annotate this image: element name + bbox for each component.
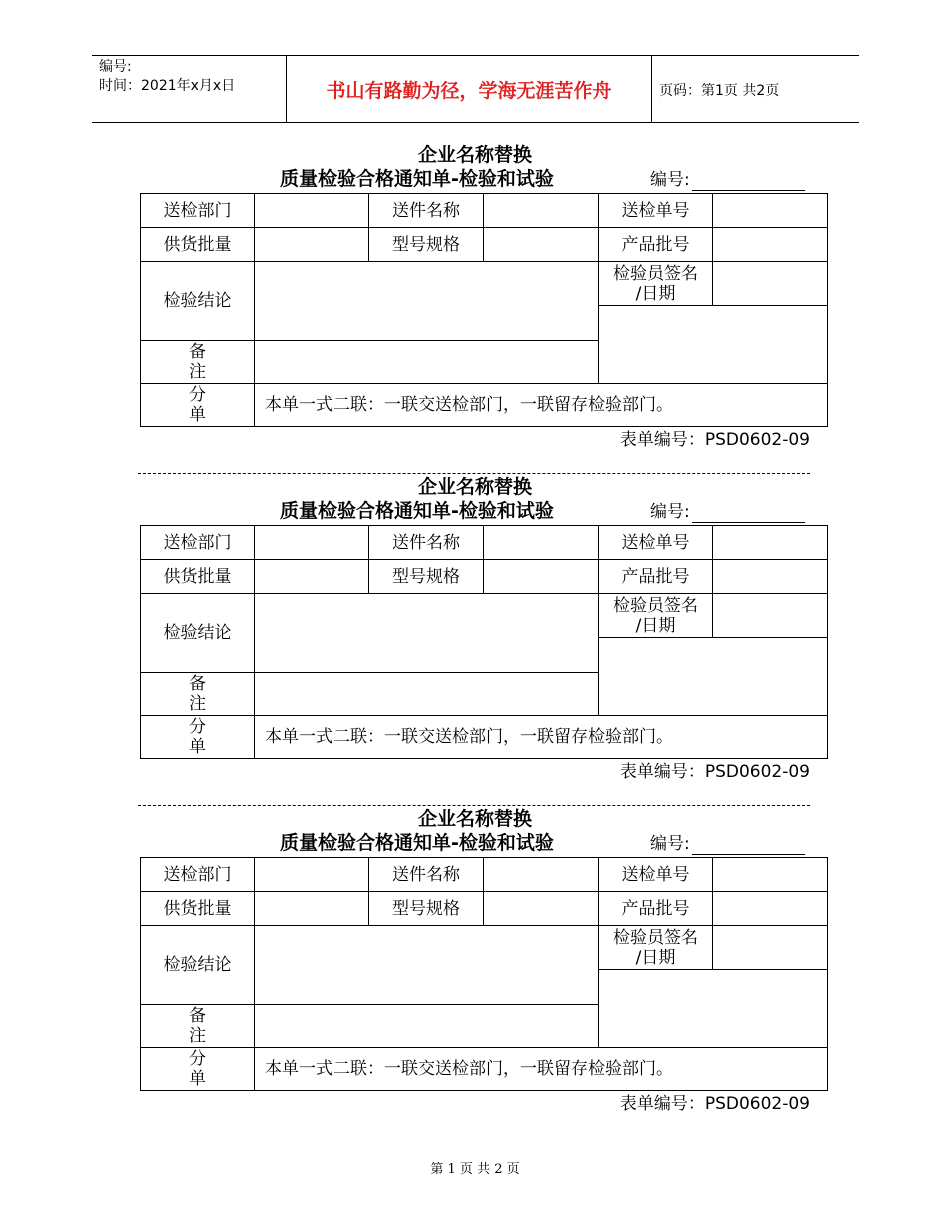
cut-line — [138, 805, 810, 806]
label-item-name: 送件名称 — [368, 525, 484, 560]
field-batch[interactable] — [254, 891, 369, 926]
label-remark-line2: 注 — [189, 1026, 206, 1046]
header-page-number: 页码：第1页 共2页 — [659, 83, 780, 99]
label-split-line2: 单 — [189, 405, 206, 425]
field-inspector-sign[interactable] — [712, 261, 828, 306]
field-model[interactable] — [483, 227, 599, 262]
form-number-label: 编号: — [650, 170, 690, 190]
field-send-no[interactable] — [712, 857, 828, 892]
label-remark-line2: 注 — [189, 362, 206, 382]
field-model[interactable] — [483, 891, 599, 926]
form-code: 表单编号：PSD0602-09 — [619, 762, 810, 782]
label-send-no: 送检单号 — [598, 525, 713, 560]
field-inspector-date[interactable] — [598, 305, 828, 384]
field-send-dept[interactable] — [254, 525, 369, 560]
label-inspector — [598, 593, 713, 638]
form-number-field[interactable] — [692, 854, 805, 855]
label-send-dept: 送检部门 — [140, 193, 255, 228]
company-name: 企业名称替换 — [417, 476, 532, 498]
header-motto: 书山有路勤为径，学海无涯苦作舟 — [286, 56, 652, 122]
form-table — [140, 857, 828, 1092]
label-inspector — [598, 925, 713, 970]
field-batch[interactable] — [254, 559, 369, 594]
label-inspector-line2: /日期 — [635, 615, 676, 636]
label-model: 型号规格 — [368, 227, 484, 262]
form-number-field[interactable] — [692, 522, 805, 523]
company-name: 企业名称替换 — [417, 144, 532, 166]
label-split-line2: 单 — [189, 1069, 206, 1089]
form-table — [140, 525, 828, 760]
field-inspector-date[interactable] — [598, 637, 828, 716]
label-conclusion: 检验结论 — [140, 261, 255, 341]
label-product-batch: 产品批号 — [598, 891, 713, 926]
field-inspector-sign[interactable] — [712, 593, 828, 638]
label-inspector-line2: /日期 — [635, 947, 676, 968]
field-product-batch[interactable] — [712, 227, 828, 262]
field-batch[interactable] — [254, 227, 369, 262]
label-split — [140, 1047, 255, 1091]
label-remark-line1: 备 — [189, 342, 206, 362]
field-remark[interactable] — [254, 1004, 599, 1048]
page-footer: 第 1 页 共 2 页 — [430, 1162, 520, 1177]
cut-line — [138, 473, 810, 474]
field-inspector-sign[interactable] — [712, 925, 828, 970]
label-split-line1: 分 — [189, 385, 206, 405]
label-split-line1: 分 — [189, 717, 206, 737]
label-split-line2: 单 — [189, 737, 206, 757]
split-text: 本单一式二联：一联交送检部门，一联留存检验部门。 — [254, 715, 828, 759]
field-send-no[interactable] — [712, 193, 828, 228]
label-send-dept: 送检部门 — [140, 857, 255, 892]
label-product-batch: 产品批号 — [598, 227, 713, 262]
company-name: 企业名称替换 — [417, 808, 532, 830]
label-inspector-line1: 检验员签名 — [613, 263, 698, 284]
field-remark[interactable] — [254, 672, 599, 716]
label-product-batch: 产品批号 — [598, 559, 713, 594]
split-text: 本单一式二联：一联交送检部门，一联留存检验部门。 — [254, 383, 828, 427]
label-remark-line1: 备 — [189, 1006, 206, 1026]
header-left — [99, 58, 235, 96]
field-send-dept[interactable] — [254, 857, 369, 892]
label-remark-line2: 注 — [189, 694, 206, 714]
label-inspector-line1: 检验员签名 — [613, 927, 698, 948]
field-conclusion[interactable] — [254, 261, 599, 341]
split-text: 本单一式二联：一联交送检部门，一联留存检验部门。 — [254, 1047, 828, 1091]
header-number-label: 编号: — [99, 59, 132, 75]
form-code: 表单编号：PSD0602-09 — [619, 430, 810, 450]
label-inspector-line1: 检验员签名 — [613, 595, 698, 616]
label-split — [140, 383, 255, 427]
field-item-name[interactable] — [483, 857, 599, 892]
field-product-batch[interactable] — [712, 559, 828, 594]
label-send-no: 送检单号 — [598, 857, 713, 892]
field-item-name[interactable] — [483, 193, 599, 228]
field-conclusion[interactable] — [254, 925, 599, 1005]
label-batch: 供货批量 — [140, 227, 255, 262]
form-table — [140, 193, 828, 428]
label-send-no: 送检单号 — [598, 193, 713, 228]
label-remark-line1: 备 — [189, 674, 206, 694]
label-inspector — [598, 261, 713, 306]
field-send-dept[interactable] — [254, 193, 369, 228]
label-batch: 供货批量 — [140, 891, 255, 926]
field-conclusion[interactable] — [254, 593, 599, 673]
label-remark — [140, 672, 255, 716]
form-title: 质量检验合格通知单-检验和试验 — [280, 500, 554, 522]
form-number-field[interactable] — [692, 190, 805, 191]
field-send-no[interactable] — [712, 525, 828, 560]
label-conclusion: 检验结论 — [140, 925, 255, 1005]
form-title: 质量检验合格通知单-检验和试验 — [280, 832, 554, 854]
form-title: 质量检验合格通知单-检验和试验 — [280, 168, 554, 190]
label-inspector-line2: /日期 — [635, 283, 676, 304]
form-number-label: 编号: — [650, 834, 690, 854]
label-model: 型号规格 — [368, 891, 484, 926]
label-batch: 供货批量 — [140, 559, 255, 594]
field-inspector-date[interactable] — [598, 969, 828, 1048]
field-product-batch[interactable] — [712, 891, 828, 926]
label-item-name: 送件名称 — [368, 193, 484, 228]
field-item-name[interactable] — [483, 525, 599, 560]
label-model: 型号规格 — [368, 559, 484, 594]
field-model[interactable] — [483, 559, 599, 594]
label-split — [140, 715, 255, 759]
label-split-line1: 分 — [189, 1049, 206, 1069]
form-code: 表单编号：PSD0602-09 — [619, 1094, 810, 1114]
label-item-name: 送件名称 — [368, 857, 484, 892]
header-time: 时间：2021年x月x日 — [99, 78, 236, 94]
label-conclusion: 检验结论 — [140, 593, 255, 673]
page-header — [92, 55, 859, 123]
form-number-label: 编号: — [650, 502, 690, 522]
label-send-dept: 送检部门 — [140, 525, 255, 560]
label-remark — [140, 340, 255, 384]
field-remark[interactable] — [254, 340, 599, 384]
label-remark — [140, 1004, 255, 1048]
